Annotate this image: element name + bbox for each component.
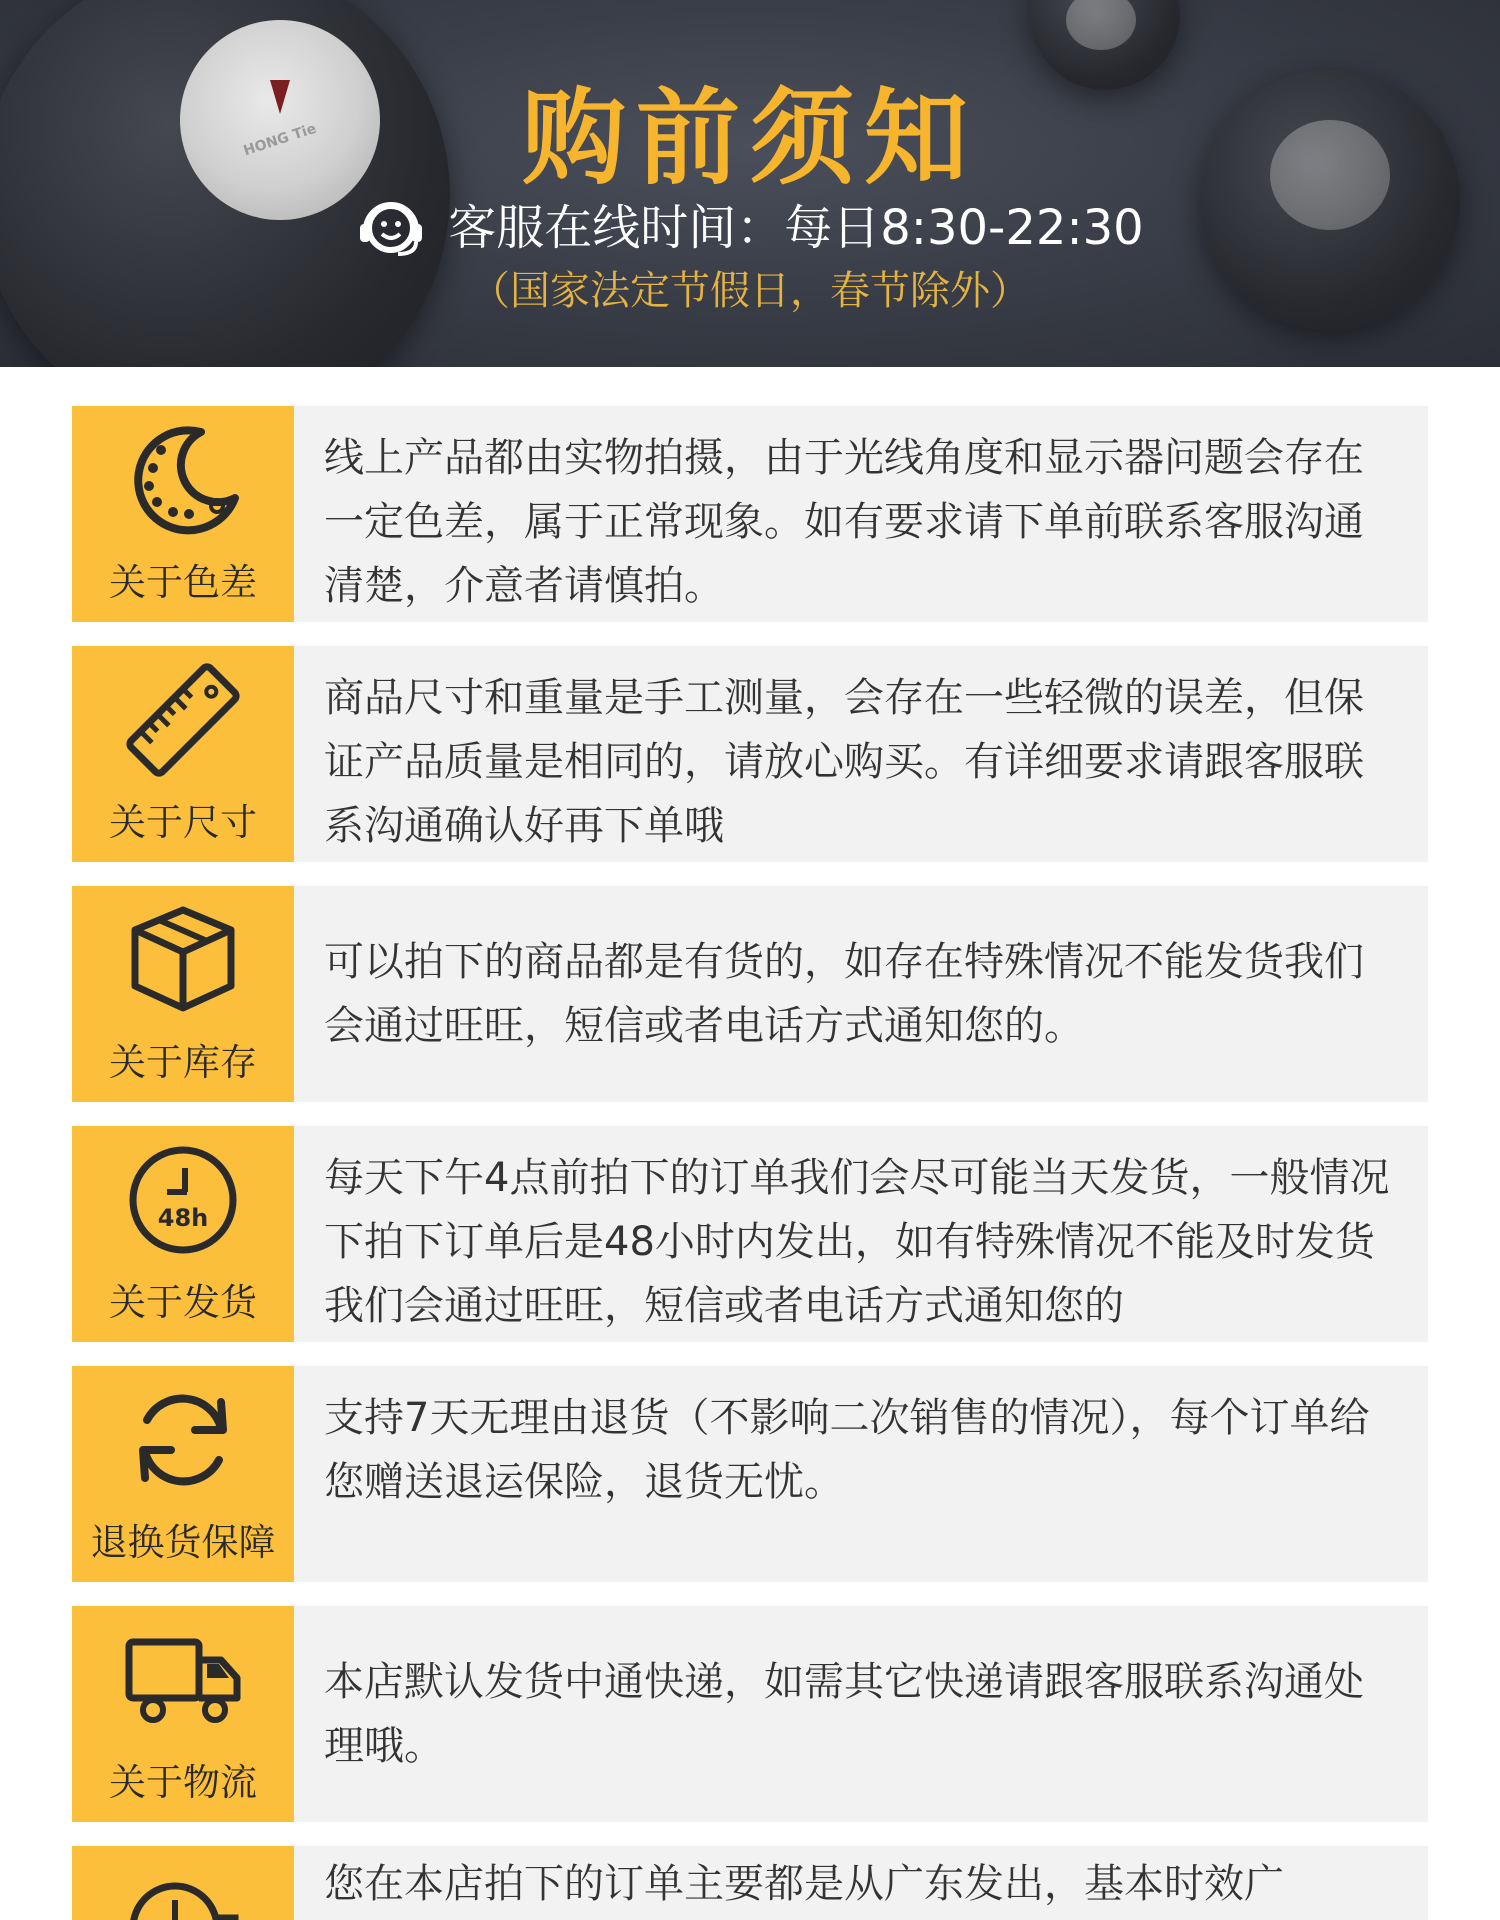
notice-row-timing: [72, 1846, 1428, 1920]
refresh-icon: [123, 1380, 243, 1500]
holiday-note: （国家法定节假日，春节除外）: [470, 268, 1030, 314]
badge-label: 关于库存: [109, 1041, 257, 1084]
notice-text: 支持7天无理由退货（不影响二次销售的情况），每个订单给您赠送退运保险，退货无忧。: [294, 1366, 1428, 1582]
notice-row-returns: [72, 1366, 1428, 1582]
notice-row-logistics: [72, 1606, 1428, 1822]
notice-text: 本店默认发货中通快递，如需其它快递请跟客服联系沟通处理哦。: [294, 1606, 1428, 1822]
service-hours-text: 客服在线时间：每日8:30-22:30: [448, 200, 1144, 256]
notice-row-shipping: [72, 1126, 1428, 1342]
notice-text: 您在本店拍下的订单主要都是从广东发出，基本时效广: [294, 1846, 1428, 1920]
notice-text: 可以拍下的商品都是有货的，如存在特殊情况不能发货我们会通过旺旺，短信或者电话方式通知您的。: [294, 886, 1428, 1102]
notice-row-color: [72, 406, 1428, 622]
truck-icon: [123, 1620, 243, 1740]
clock-truck-icon: [123, 1868, 243, 1920]
badge-stock: [72, 886, 294, 1102]
notice-text: 商品尺寸和重量是手工测量，会存在一些轻微的误差，但保证产品质量是相同的，请放心购买。有详细要求请跟客服联系沟通确认好再下单哦: [294, 646, 1428, 862]
ball-image-top: [1030, 0, 1180, 90]
notice-row-size: [72, 646, 1428, 862]
badge-label: 关于色差: [109, 561, 257, 604]
headset-icon: [356, 198, 426, 258]
badge-label: 关于尺寸: [109, 801, 257, 844]
notice-text: 线上产品都由实物拍摄，由于光线角度和显示器问题会存在一定色差，属于正常现象。如有要求请下单前联系客服沟通清楚，介意者请慎拍。: [294, 406, 1428, 622]
badge-size: [72, 646, 294, 862]
badge-color: [72, 406, 294, 622]
notice-text: 每天下午4点前拍下的订单我们会尽可能当天发货，一般情况下拍下订单后是48小时内发出，如有特殊情况不能及时发货我们会通过旺旺，短信或者电话方式通知您的: [294, 1126, 1428, 1342]
service-hours-line: [0, 198, 1500, 258]
badge-label: 关于发货: [109, 1281, 257, 1324]
clock-48h-label: 48h: [157, 1204, 209, 1232]
clock-48h-icon: [123, 1140, 243, 1260]
header-banner: [0, 0, 1500, 367]
badge-timing: [72, 1846, 294, 1920]
badge-shipping: [72, 1126, 294, 1342]
logo-disc: [1066, 0, 1136, 50]
badge-returns: [72, 1366, 294, 1582]
palette-icon: [123, 420, 243, 540]
badge-logistics: [72, 1606, 294, 1822]
badge-label: 关于物流: [109, 1761, 257, 1804]
ruler-icon: [123, 660, 243, 780]
badge-label: 退换货保障: [90, 1521, 276, 1564]
notice-row-stock: [72, 886, 1428, 1102]
logo-wordmark: HONG Tie: [241, 120, 319, 160]
page-title: 购前须知: [521, 77, 978, 199]
box-icon: [123, 900, 243, 1020]
